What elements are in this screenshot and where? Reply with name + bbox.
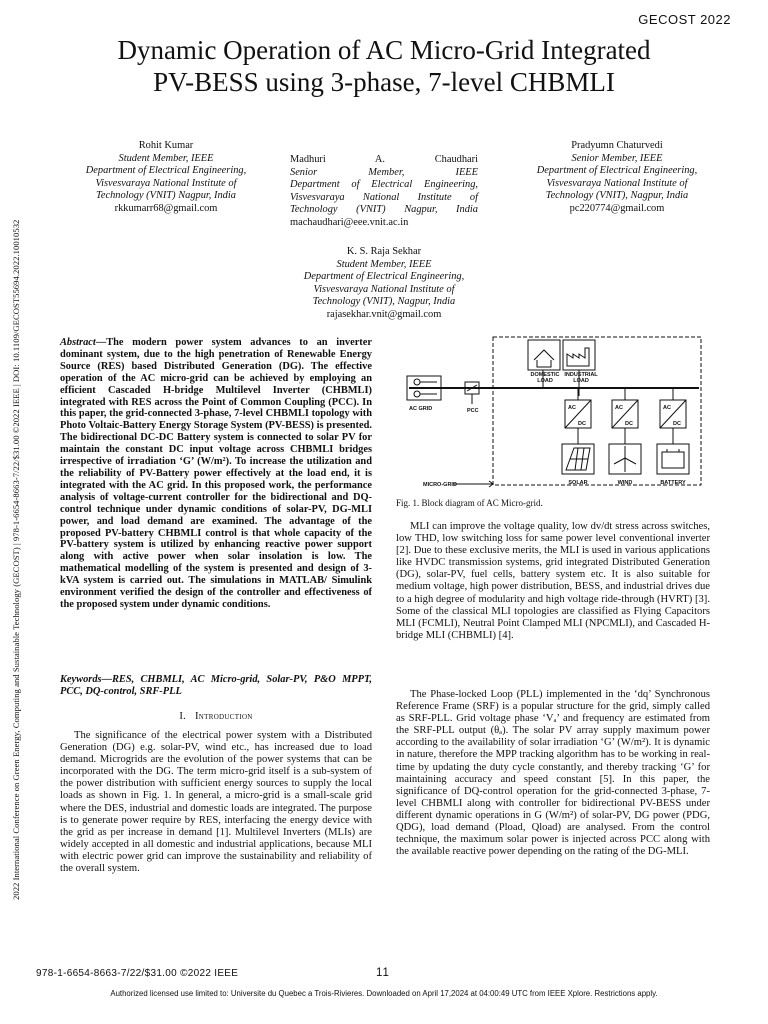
author-inst-city: Technology (VNIT), Nagpur, India: [312, 296, 456, 307]
battery-label: BATTERY: [660, 480, 686, 486]
converter-ac-label: AC: [663, 405, 671, 411]
author-role: Student Member, IEEE: [118, 152, 214, 164]
section-title: Introduction: [194, 711, 253, 722]
doi-sidebar: [11, 130, 25, 900]
intro-text: The significance of the electrical power system with a Distributed Generation (DG) e.g. solar-PV, wind etc., has increased due to load demand. Microgrids are the evolution of the power systems that can be incorporated with the DG. The term micro-grid itself is a sub-system of the power distribution with sufficient energy sources to supply the local loads as shown in Fig. 1. In general, a micro-grid is a small-scale grid where the DES, industrial and domestic loads are integrated. The purpose is to generate power require by RES, interfacing the energy device with the grid as per increase in demand [1]. Multilevel Inverters (MLIs) are widely accepted in all domestic and industrial applications, because MLI with electric power grid can improve the sustainability and reliability of the overall system.: [60, 730, 372, 875]
domestic-label: DOMESTIC: [530, 372, 560, 378]
industrial-label: INDUSTRIAL: [564, 372, 598, 378]
author-block-2: [290, 154, 478, 229]
pcc-label: PCC: [467, 408, 479, 414]
doi-sidebar-text: 2022 International Conference on Green Energy, Computing and Sustainable Technology (GECOST) | 978-1-6654-8663-7/22/$31.00 ©2022 IEEE | DOI: 10.1109/GECOST55694.2022.10010532: [11, 219, 21, 900]
author-inst: Visvesvaraya National Institute of: [546, 177, 688, 189]
keywords: Keywords—RES, CHBMLI, AC Micro-grid, Solar-PV, P&O MPPT, PCC, DQ-control, SRF-PLL: [60, 674, 372, 697]
author-dept: Department of Electrical Engineering,: [303, 271, 465, 282]
footer-isbn: 978-1-6654-8663-7/22/$31.00 ©2022 IEEE: [36, 968, 239, 979]
intro-paragraph: [60, 730, 372, 875]
right-paragraph-1-text: MLI can improve the voltage quality, low dv/dt stress across switches, low THD, low switching loss for same power level conventional inverter [2]. Due to these exclusive merits, the MLI is used in various applications like HVDC transmission systems, grid integrated Distributed Generation (DG), solar-PV, fuel cells, battery system etc. It is also suitable for medium voltage, high power distribution, BESS, and industrial drives due to a high degree of modularity and high voltage ride-through (HVRT) [3]. Some of the classical MLI topologies are classified as Flying Capacitors MLI (FCMLI), Neutral Point Clamped MLI (NPCMLI), and Cascaded H-bridge MLI (CHBMLI) [4].: [396, 521, 710, 641]
section-heading: [60, 711, 372, 722]
author-inst: Visvesvaraya National Institute of: [313, 283, 455, 295]
author-block-3: [512, 140, 722, 215]
domestic-load-label: LOAD: [537, 378, 553, 384]
house-icon: [534, 350, 554, 367]
author-block-1: [60, 140, 272, 215]
page-number: 11: [376, 967, 390, 979]
figure-caption: Fig. 1. Block diagram of AC Micro-grid.: [396, 498, 543, 508]
author-dept: Department of Electrical Engineering,: [290, 179, 478, 190]
author-email[interactable]: pc220774@gmail.com: [569, 202, 665, 214]
ac-grid-label: AC GRID: [409, 406, 433, 412]
wind-label: WIND: [617, 480, 633, 486]
converter-ac-label: AC: [615, 405, 623, 411]
license-footnote: Authorized licensed use limited to: Universite du Quebec a Trois-Rivieres. Downloaded on April 17,2024 at 04:00:49 UTC from IEEE Xplore. Restrictions apply.: [110, 989, 658, 998]
title-line-2: PV-BESS using 3-phase, 7-level CHBMLI: [153, 67, 615, 97]
abstract-lead: Abstract: [60, 337, 96, 348]
right-paragraph-2-text: The Phase-locked Loop (PLL) implemented in the ‘dq’ Synchronous Reference Frame (SRF) is a popular structure for the grid, simply called as SRF-PLL. Grid voltage phase ‘Vₐ’ and frequency are estimated from the SRF-PLL output (θₐ). The solar PV array supply maximum power according to the availability of solar irradiation ‘G’ (W/m²). It is dynamic in nature, therefore the MPP tracking algorithm has to be working in real-time by updating the duty cycle constantly, and thereby tracking ‘G’ for maintaining accuracy and speed constant [5]. In this paper, the significance of DQ-control operation for the grid-connected 3-phase, 7-level CHBMLI along with controller for bidirectional PV-BESS under different dynamic operations in G (W/m²) of solar-PV, DG power (PDG, QDG), load demand (Pload, Qload) are analysed. From the control technique, the maximum solar power is injected across PCC along with the available reactive power depending on the rating of the DG-MLI.: [396, 689, 710, 858]
solar-label: SOLAR: [568, 480, 588, 486]
author-inst: Visvesvaraya National Institute of: [290, 191, 478, 203]
author-block-4: [278, 246, 490, 321]
author-email[interactable]: rajasekhar.vnit@gmail.com: [326, 308, 442, 320]
author-role: Student Member, IEEE: [336, 258, 432, 270]
industrial-load-label: LOAD: [573, 378, 589, 384]
title-line-1: Dynamic Operation of AC Micro-Grid Integrated: [117, 35, 651, 65]
author-inst-city: Technology (VNIT) Nagpur, India: [290, 204, 478, 215]
paper-title: [40, 34, 728, 98]
converter-ac-label: AC: [568, 405, 576, 411]
author-name: Pradyumn Chaturvedi: [571, 140, 663, 151]
right-paragraph-2: [396, 689, 710, 858]
abstract: [60, 337, 372, 611]
author-dept: Department of Electrical Engineering,: [536, 165, 698, 176]
author-name: K. S. Raja Sekhar: [346, 246, 422, 257]
domestic-load-box: [528, 340, 560, 370]
author-inst: Visvesvaraya National Institute of: [95, 177, 237, 189]
author-inst-city: Technology (VNIT) Nagpur, India: [96, 190, 236, 201]
abstract-text: —The modern power system advances to an inverter dominant system, due to the high penetration of Renewable Energy Source (RES) based Distributed Generation (DG). The effective operation of the AC micro-grid can be achieved by employing an efficient Cascaded H-bridge Multilevel Inverter (CHBMLI) integrated with RES across the Point of Common Coupling (PCC). In this paper, the grid-connected 3-phase, 7-level CHBMLI topology with Photo Voltaic-Battery Energy Storage System (PV-BESS) is presented. The bidirectional DC-DC Battery system is connected to solar PV for maintain the constant DC input voltage across CHBMLI bridges irrespective of irradiation ‘G’ (W/m²). To increase the utilization and the reliability of PV-Battery power effectively at the load end, it is integrated with the AC grid. In this proposed work, the performance analysis of voltage-current controller for the bidirectional and DQ-control technique under dynamic conditions of solar-PV, DG-MLI power, and load demand are examined. The advantage of the proposed PV-battery CHBMLI control is that whole capacity of the PV-battery system is utilized by enhancing reactive power support along with active power when solar insolation is low. The mathematical modelling of the system is presented and design of 3-kVA system is carried out. The simulations in MATLAB/ Simulink environment verified the design of the controller and effectiveness of the proposed system under dynamic conditions.: [60, 337, 372, 610]
author-email[interactable]: rkkumarr68@gmail.com: [114, 202, 218, 214]
author-role: Senior Member, IEEE: [290, 166, 478, 178]
conference-tag: GECOST 2022: [638, 12, 731, 27]
micro-grid-block-diagram: [403, 334, 713, 492]
author-name: Rohit Kumar: [138, 140, 194, 151]
converter-dc-label: DC: [625, 421, 633, 427]
converter-dc-label: DC: [673, 421, 681, 427]
author-dept: Department of Electrical Engineering,: [85, 165, 247, 176]
author-role: Senior Member, IEEE: [571, 152, 663, 164]
factory-icon: [567, 348, 589, 366]
author-email[interactable]: machaudhari@eee.vnit.ac.in: [290, 216, 409, 228]
right-paragraph-1: [396, 521, 710, 642]
author-name: Madhuri A. Chaudhari: [290, 154, 478, 165]
converter-dc-label: DC: [578, 421, 586, 427]
section-number: I.: [179, 711, 187, 722]
micro-grid-boundary: [493, 337, 701, 485]
micro-grid-label: MICRO-GRID: [423, 482, 457, 488]
author-inst-city: Technology (VNIT), Nagpur, India: [545, 190, 689, 201]
